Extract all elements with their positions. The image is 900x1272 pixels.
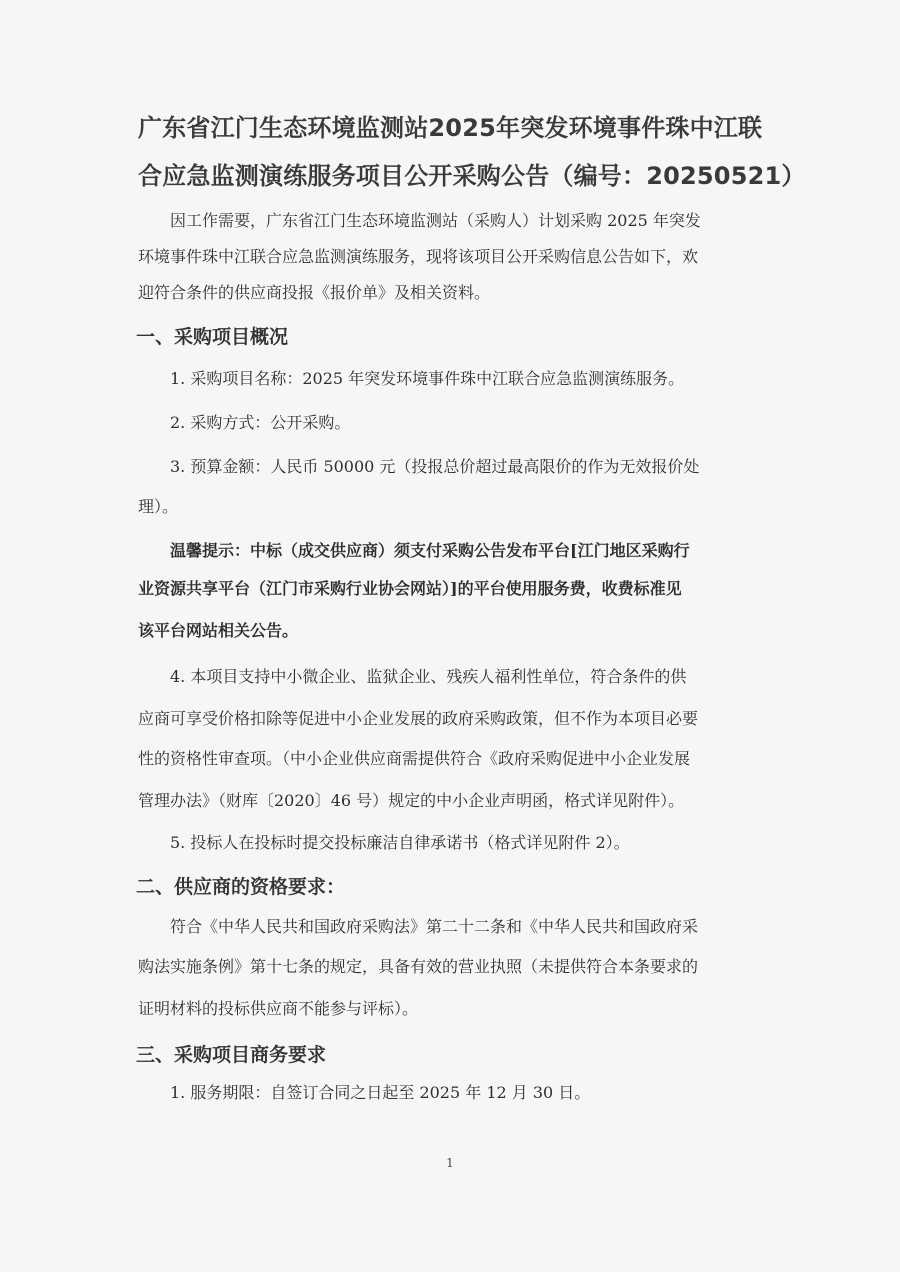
notice-line-2: 业资源共享平台（江门市采购行业协会网站）]的平台使用服务费，收费标准见 — [138, 579, 682, 598]
section-3-heading: 三、采购项目商务要求 — [136, 1044, 327, 1066]
section-2-body-line-3: 证明材料的投标供应商不能参与评标）。 — [138, 999, 419, 1018]
section-1-item-3-line-1: 3. 预算金额：人民币 50000 元（投报总价超过最高限价的作为无效报价处 — [170, 457, 700, 476]
section-1-item-4-line-2: 应商可享受价格扣除等促进中小企业发展的政府采购政策，但不作为本项目必要 — [138, 709, 699, 728]
section-1-heading: 一、采购项目概况 — [136, 326, 289, 348]
document-title-line-1: 广东省江门生态环境监测站2025年突发环境事件珠中江联 — [138, 114, 763, 142]
section-1-item-4-line-1: 4. 本项目支持中小微企业、监狱企业、残疾人福利性单位，符合条件的供 — [170, 667, 687, 686]
section-1-item-4-line-4: 管理办法》（财库〔2020〕46 号）规定的中小企业声明函，格式详见附件）。 — [138, 791, 685, 810]
section-2-heading: 二、供应商的资格要求： — [136, 876, 346, 898]
section-3-item-1: 1. 服务期限：自签订合同之日起至 2025 年 12 月 30 日。 — [170, 1083, 591, 1102]
intro-line-3: 迎符合条件的供应商投报《报价单》及相关资料。 — [138, 283, 491, 302]
intro-line-1: 因工作需要，广东省江门生态环境监测站（采购人）计划采购 2025 年突发 — [170, 211, 701, 230]
document-title-line-2: 合应急监测演练服务项目公开采购公告（编号：20250521） — [138, 162, 806, 190]
section-1-item-4-line-3: 性的资格性审查项。（中小企业供应商需提供符合《政府采购促进中小企业发展 — [138, 749, 691, 768]
page-number: 1 — [446, 1156, 454, 1170]
intro-line-2: 环境事件珠中江联合应急监测演练服务，现将该项目公开采购信息公告如下，欢 — [138, 247, 699, 266]
notice-line-3: 该平台网站相关公告。 — [138, 621, 299, 640]
section-1-item-1: 1. 采购项目名称：2025 年突发环境事件珠中江联合应急监测演练服务。 — [170, 369, 685, 388]
section-1-item-5: 5. 投标人在投标时提交投标廉洁自律承诺书（格式详见附件 2）。 — [170, 833, 630, 852]
section-2-body-line-1: 符合《中华人民共和国政府采购法》第二十二条和《中华人民共和国政府采 — [170, 917, 699, 936]
section-1-item-3-line-2: 理）。 — [138, 497, 179, 516]
notice-line-1: 温馨提示：中标（成交供应商）须支付采购公告发布平台[江门地区采购行 — [170, 541, 690, 560]
section-1-item-2: 2. 采购方式：公开采购。 — [170, 413, 351, 432]
section-2-body-line-2: 购法实施条例》第十七条的规定，具备有效的营业执照（未提供符合本条要求的 — [138, 957, 699, 976]
